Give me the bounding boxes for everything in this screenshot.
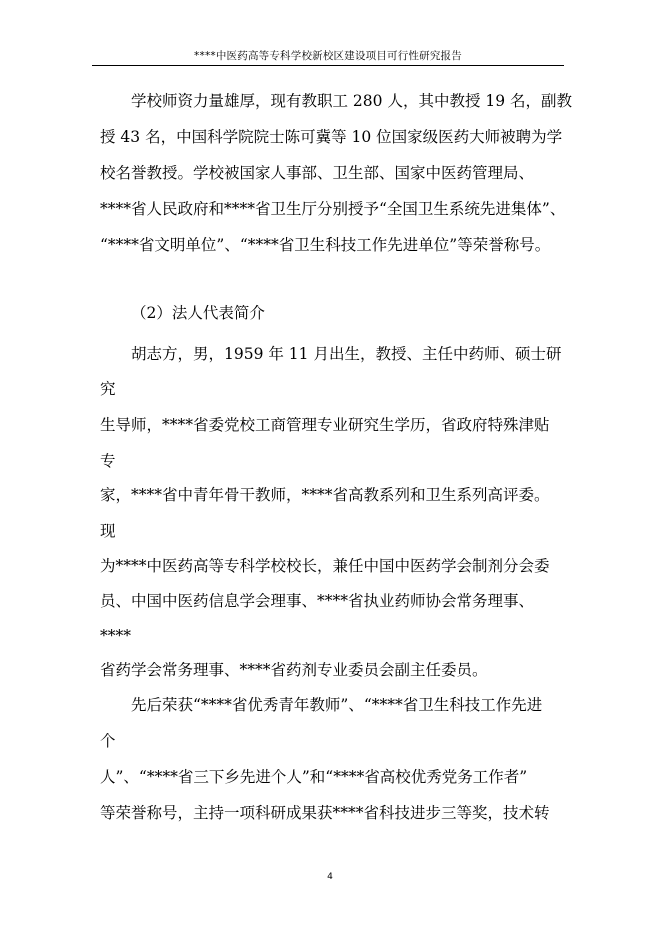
body-line: 省药学会常务理事、****省药剂专业委员会副主任委员。 [100,661,488,679]
header-divider [92,65,564,66]
body-line: 人”、“****省三下乡先进个人”和“****省高校优秀党务工作者” [100,768,528,786]
body-line: **** [100,627,131,645]
body-line: 胡志方，男，1959 年 11 月出生，教授、主任中药师、硕士研 [131,345,562,363]
body-line: “****省文明单位”、“****省卫生科技工作先进单位”等荣誉称号。 [100,236,551,254]
body-line: 校名誉教授。学校被国家人事部、卫生部、国家中医药管理局、 [100,164,535,182]
body-line: 究 [100,380,116,398]
body-line: 现 [100,522,116,540]
body-line: 先后荣获“****省优秀青年教师”、“****省卫生科技工作先进 [131,696,543,714]
body-line: 学校师资力量雄厚，现有教职工 280 人，其中教授 19 名，副教 [131,92,573,110]
section-heading: （2）法人代表简介 [131,304,265,322]
body-line: 等荣誉称号，主持一项科研成果获****省科技进步三等奖，技术转 [100,804,550,822]
page-number: 4 [327,872,333,882]
body-line: 生导师，****省委党校工商管理专业研究生学历，省政府特殊津贴 [100,416,550,434]
page-header: ****中医药高等专科学校新校区建设项目可行性研究报告 [194,50,462,62]
body-line: ****省人民政府和****省卫生厅分别授予“全国卫生系统先进集体”、 [100,200,566,218]
body-line: 授 43 名，中国科学院院士陈可冀等 10 位国家级医药大师被聘为学 [100,128,563,146]
body-line: 家，****省中青年骨干教师，****省高教系列和卫生系列高评委。 [100,486,550,504]
body-line: 个 [100,732,116,750]
body-line: 为****中医药高等专科学校校长，兼任中国中医药学会制剂分会委 [100,557,550,575]
body-line: 员、中国中医药信息学会理事、****省执业药师协会常务理事、 [100,592,535,610]
body-line: 专 [100,452,116,470]
